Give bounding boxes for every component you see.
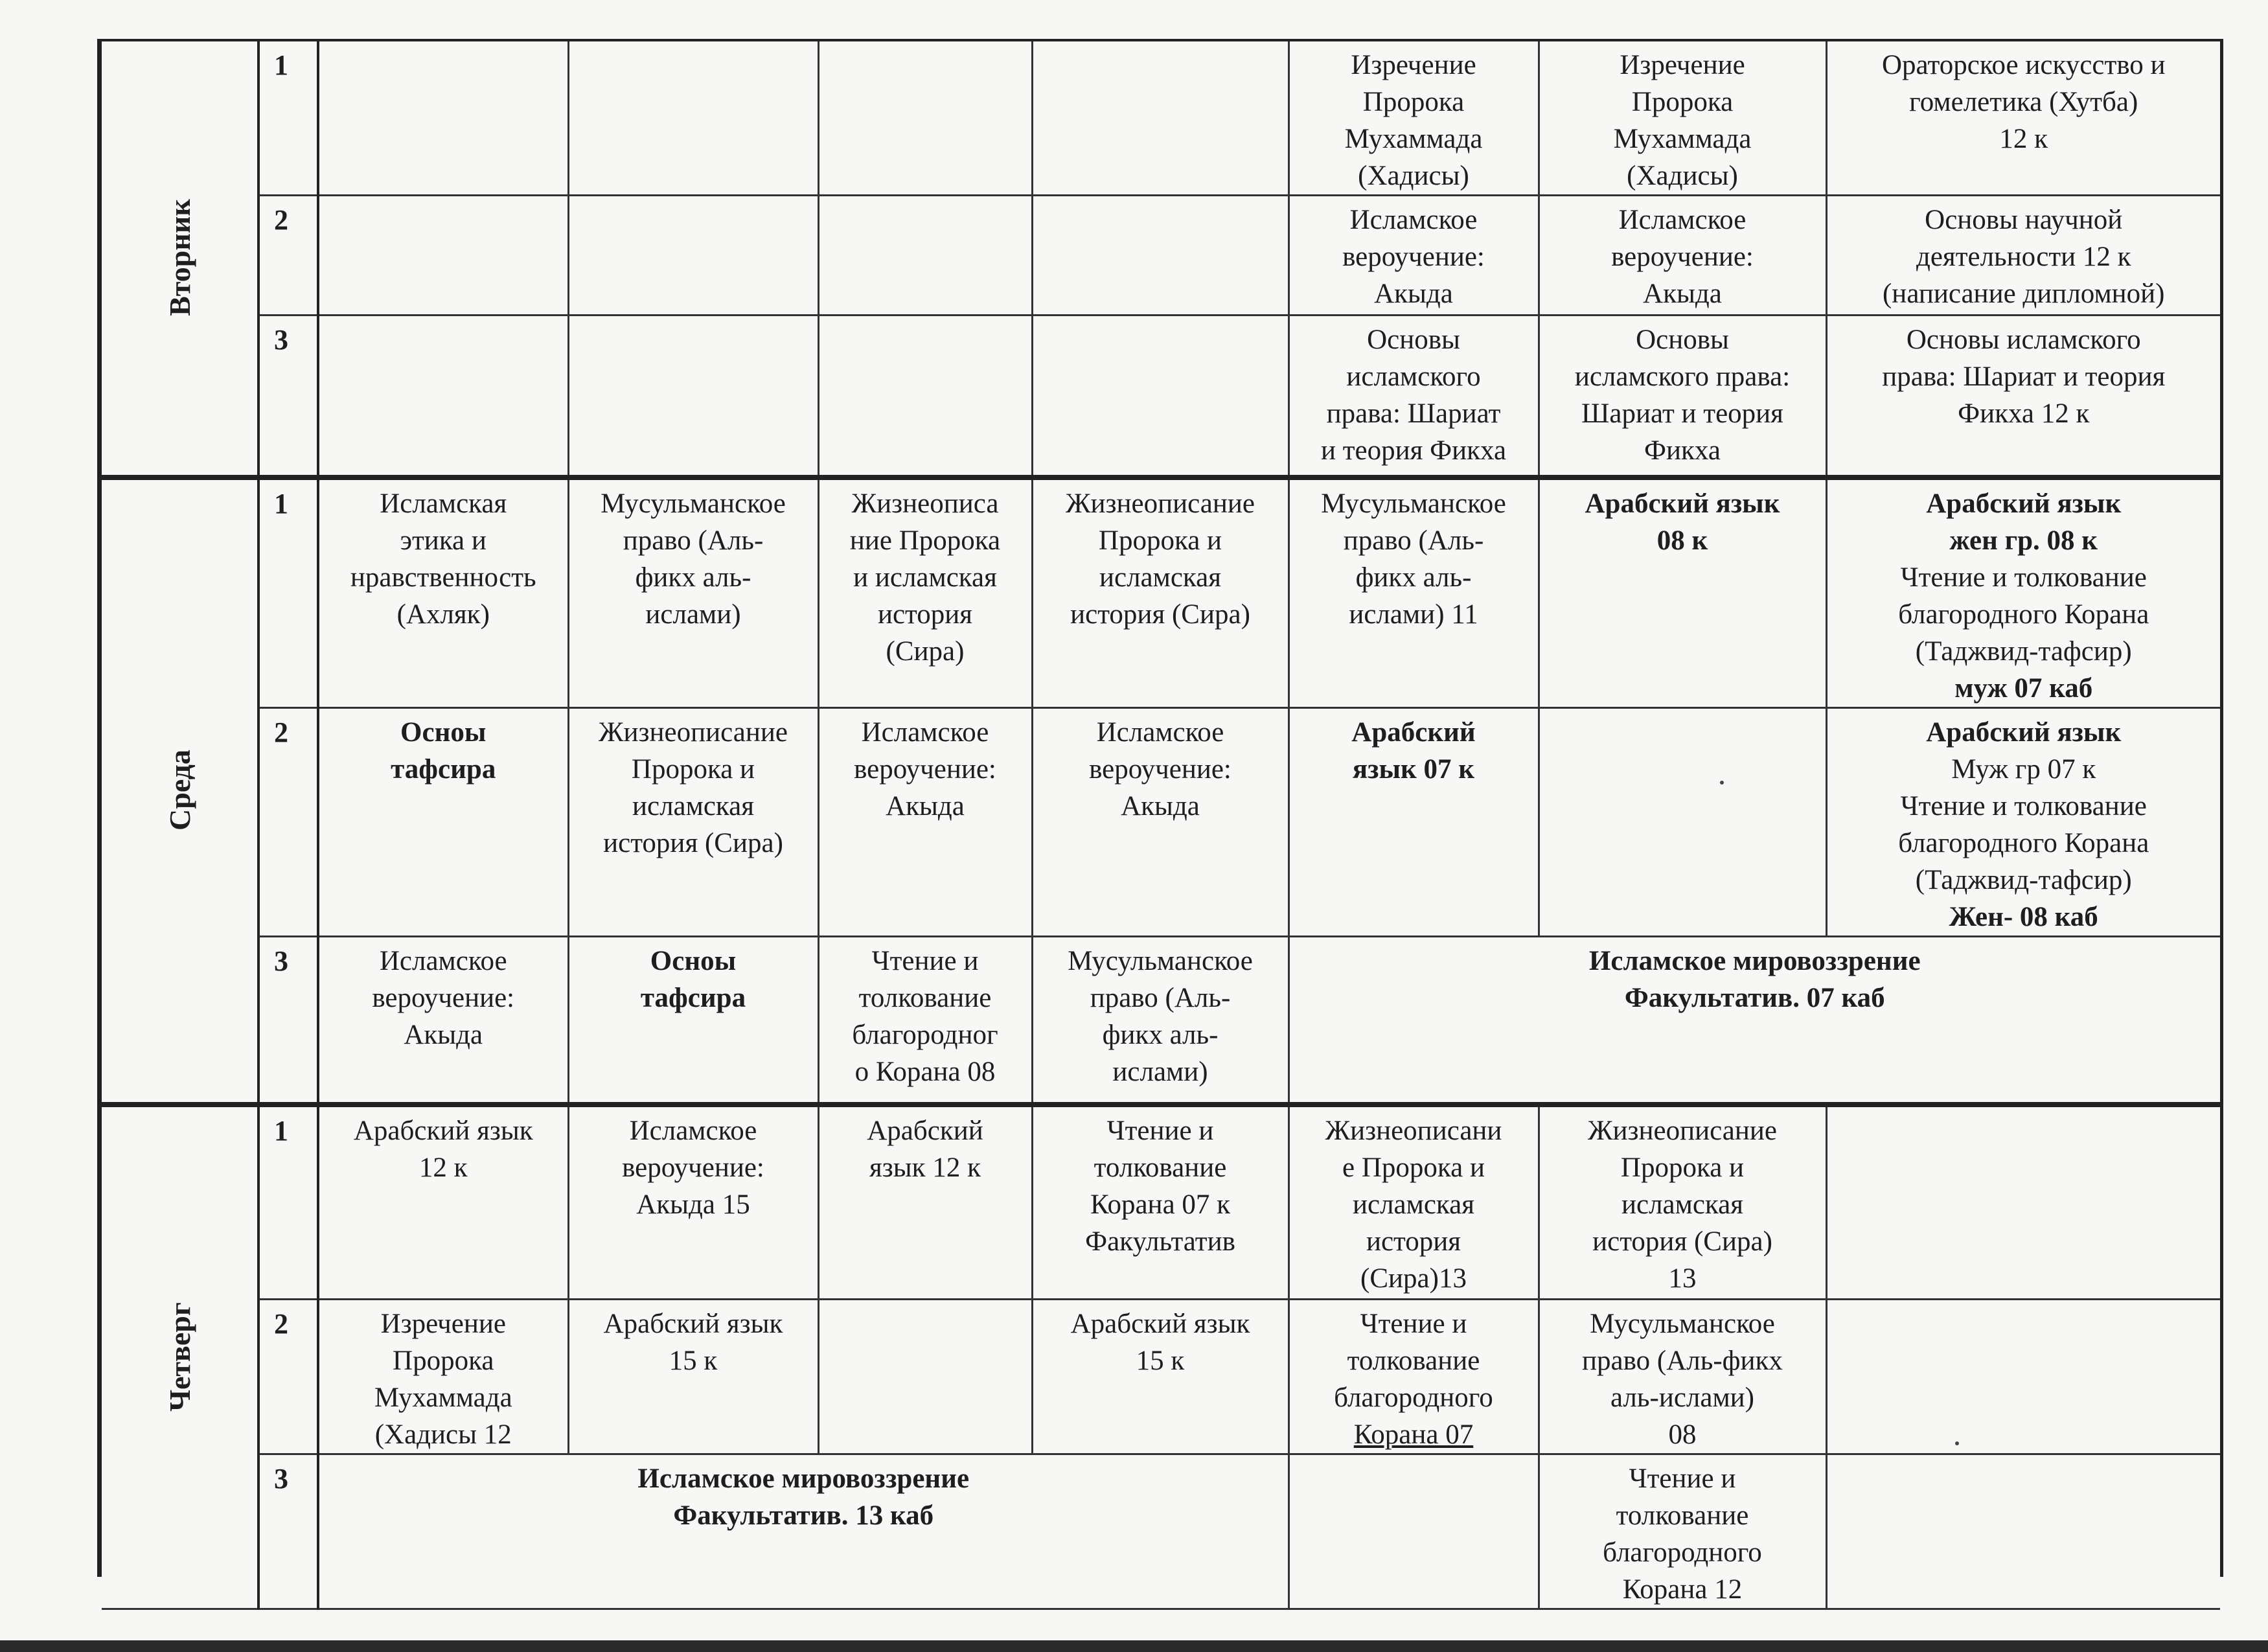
lesson-text: история (Сира) [1592, 1226, 1772, 1257]
lesson-text: Исламское [1618, 205, 1747, 235]
lesson-text: толкование [1094, 1153, 1227, 1183]
lesson-cell [818, 707, 1032, 936]
lesson-cell [1539, 477, 1826, 708]
lesson-cell [1826, 315, 2220, 477]
lesson-cell [818, 936, 1032, 1105]
lesson-number: 3 [258, 1454, 318, 1609]
lesson-text: исламская [632, 790, 755, 821]
lesson-cell [1289, 41, 1539, 196]
lesson-text: (Хадисы 12 [374, 1419, 512, 1450]
lesson-text: 12 к [1999, 124, 2048, 154]
lesson-text: Исламское [379, 945, 507, 976]
lesson-cell [318, 477, 568, 708]
lesson-text: (Таджвид-тафсир) [1915, 636, 2132, 667]
schedule-row [102, 196, 2220, 315]
lesson-text: Исламское [861, 717, 989, 748]
lesson-text: Пророка и [1098, 525, 1222, 556]
lesson-cell [568, 707, 818, 936]
lesson-text: Арабский [1351, 717, 1476, 748]
lesson-cell [568, 1299, 818, 1454]
lesson-text: ние Пророка [849, 525, 1001, 556]
lesson-cell [818, 41, 1032, 196]
lesson-text: Основы [1367, 325, 1460, 355]
lesson-text: (написание дипломной) [1882, 279, 2165, 309]
lesson-cell [568, 477, 818, 708]
day-cell [102, 1105, 258, 1609]
lesson-cell [1289, 477, 1539, 708]
lesson-text: история (Сира) [603, 827, 783, 858]
lesson-cell [1289, 1105, 1539, 1299]
lesson-cell [318, 315, 568, 477]
lesson-cell [818, 1299, 1032, 1454]
lesson-text: Мусульманское [1068, 945, 1253, 976]
lesson-text: Корана 07 [1353, 1419, 1474, 1450]
lesson-text: ислами) [1112, 1056, 1208, 1087]
lesson-text: благородного Корана [1898, 827, 2149, 858]
lesson-text: Мусульманское [1321, 488, 1506, 519]
lesson-text: право (Аль- [623, 525, 764, 556]
lesson-cell [1826, 707, 2220, 936]
lesson-text: язык 12 к [869, 1153, 981, 1183]
lesson-text: благородного Корана [1898, 599, 2149, 630]
lesson-cell [1539, 1105, 1826, 1299]
lesson-text: Мусульманское [601, 488, 786, 519]
lesson-text: права: Шариат [1326, 398, 1501, 429]
schedule-row [102, 477, 2220, 708]
lesson-text: тафсира [640, 982, 746, 1013]
lesson-text: Жизнеописание [599, 717, 788, 748]
lesson-cell [568, 936, 818, 1105]
lesson-text: этика и [400, 525, 487, 556]
lesson-cell [1826, 196, 2220, 315]
lesson-text: (Сира)13 [1360, 1263, 1467, 1294]
lesson-text: Чтение и толкование [1900, 562, 2147, 593]
lesson-cell [568, 1105, 818, 1299]
lesson-text: Пророка [1362, 87, 1465, 117]
lesson-text: право (Аль- [1343, 525, 1484, 556]
lesson-number: 2 [258, 196, 318, 315]
lesson-text: язык 07 к [1352, 753, 1475, 785]
lesson-text: Арабский язык [603, 1308, 783, 1339]
lesson-text: Акыда [886, 790, 965, 821]
lesson-text: е Пророка и [1342, 1153, 1485, 1183]
lesson-text: право (Аль-фикх [1582, 1345, 1783, 1376]
lesson-text: и исламская [853, 562, 997, 593]
lesson-text: Арабский язык [353, 1116, 533, 1146]
lesson-cell [1539, 41, 1826, 196]
lesson-text: нравственность [350, 562, 536, 593]
lesson-text: Осноы [400, 717, 487, 748]
lesson-text: (Таджвид-тафсир) [1915, 864, 2132, 895]
lesson-cell [1289, 1454, 1539, 1609]
lesson-cell [318, 41, 568, 196]
lesson-text: 15 к [669, 1345, 718, 1376]
lesson-text: Жизнеописа [851, 488, 999, 519]
lesson-text: Исламское [629, 1116, 757, 1146]
lesson-text: Основы научной [1925, 205, 2123, 235]
lesson-cell [1826, 1105, 2220, 1299]
lesson-text: Пророка [393, 1345, 494, 1376]
lesson-text: Арабский [867, 1116, 983, 1146]
lesson-text: фикх аль- [1102, 1019, 1219, 1050]
lesson-cell [1826, 1454, 2220, 1609]
lesson-text: вероучение: [1342, 242, 1485, 272]
schedule-row [102, 707, 2220, 936]
lesson-text: 08 [1668, 1419, 1697, 1450]
lesson-text: исламского права: [1574, 361, 1791, 392]
lesson-cell [318, 1105, 568, 1299]
lesson-cell [1826, 477, 2220, 708]
lesson-text: благородног [852, 1019, 998, 1050]
lesson-number: 3 [258, 936, 318, 1105]
lesson-text: фикх аль- [1355, 562, 1472, 593]
lesson-number: 1 [258, 41, 318, 196]
lesson-text: Мухаммада [1613, 124, 1752, 154]
schedule-row [102, 1105, 2220, 1299]
schedule-row [102, 1454, 2220, 1609]
lesson-text: ислами) [645, 599, 741, 630]
lesson-text: жен гр. 08 к [1949, 525, 2098, 556]
lesson-cell [1032, 41, 1289, 196]
lesson-text: Исламское мировоззрение [1588, 945, 1921, 976]
lesson-text: Чтение и [871, 945, 979, 976]
lesson-text: Исламское мировоззрение [637, 1463, 970, 1494]
lesson-text: Исламская [380, 488, 507, 519]
lesson-cell [1539, 1299, 1826, 1454]
lesson-text: толкование [1347, 1345, 1480, 1376]
lesson-number: 2 [258, 1299, 318, 1454]
lesson-text: гомелетика (Хутба) [1909, 87, 2138, 117]
lesson-text: Шариат и теория [1581, 398, 1783, 429]
lesson-text: Жизнеописание [1066, 488, 1255, 519]
lesson-text: история [877, 599, 973, 630]
lesson-text: Факультатив [1085, 1226, 1235, 1257]
lesson-text: и теория Фикха [1320, 435, 1507, 466]
scan-speck [1720, 781, 1724, 785]
lesson-cell [1032, 707, 1289, 936]
lesson-text: Мухаммада [374, 1382, 512, 1413]
lesson-text: толкование [858, 982, 992, 1013]
lesson-text: вероучение: [372, 982, 515, 1013]
lesson-text: Жизнеописани [1325, 1116, 1502, 1146]
day-cell [102, 41, 258, 477]
lesson-number: 2 [258, 707, 318, 936]
lesson-text: Чтение и толкование [1900, 790, 2147, 821]
lesson-text: деятельности 12 к [1916, 242, 2131, 272]
lesson-text: Арабский язык [1070, 1308, 1250, 1339]
lesson-text: вероучение: [1089, 753, 1231, 785]
lesson-text: Акыда [1121, 790, 1200, 821]
lesson-text: ислами) 11 [1349, 599, 1478, 630]
lesson-cell [1289, 315, 1539, 477]
lesson-text: исламская [1352, 1189, 1475, 1220]
lesson-text: исламского [1346, 361, 1481, 392]
schedule-sheet [97, 39, 2223, 1605]
lesson-cell [1826, 41, 2220, 196]
lesson-text: Акыда 15 [636, 1189, 750, 1220]
lesson-text: Исламское [1349, 205, 1478, 235]
lesson-text: (Ахляк) [396, 599, 490, 630]
lesson-text: Корана 12 [1622, 1574, 1743, 1605]
schedule-row [102, 315, 2220, 477]
lesson-cell [818, 196, 1032, 315]
lesson-text: Акыда [1374, 279, 1453, 309]
lesson-number: 3 [258, 315, 318, 477]
lesson-cell [318, 1454, 1289, 1609]
lesson-text: вероучение: [622, 1153, 764, 1183]
lesson-text: Пророка и [631, 753, 755, 785]
lesson-cell [1539, 196, 1826, 315]
lesson-cell [1032, 315, 1289, 477]
lesson-text: Корана 07 к [1090, 1189, 1231, 1220]
lesson-cell [568, 315, 818, 477]
lesson-text: право (Аль- [1090, 982, 1231, 1013]
lesson-text: Фикха [1644, 435, 1721, 466]
lesson-text: Чтение и [1629, 1463, 1736, 1494]
day-cell [102, 477, 258, 1105]
lesson-text: аль-ислами) [1610, 1382, 1755, 1413]
lesson-text: Осноы [650, 945, 737, 976]
lesson-text: 13 [1668, 1263, 1697, 1294]
lesson-text: Акыда [1643, 279, 1722, 309]
lesson-text: Исламское [1096, 717, 1224, 748]
lesson-cell [1289, 707, 1539, 936]
schedule-row [102, 936, 2220, 1105]
lesson-text: история [1366, 1226, 1461, 1257]
lesson-text: Пророка и [1620, 1153, 1745, 1183]
lesson-text: Арабский язык [1585, 488, 1780, 519]
lesson-cell [1289, 196, 1539, 315]
lesson-cell [1032, 1299, 1289, 1454]
lesson-text: Жен- 08 каб [1949, 901, 2098, 932]
lesson-cell [818, 477, 1032, 708]
scan-edge-bar [0, 1640, 2268, 1652]
lesson-text: Фикха 12 к [1958, 398, 2090, 429]
lesson-cell [1289, 936, 2220, 1105]
lesson-text: права: Шариат и теория [1882, 361, 2166, 392]
scan-speck [1955, 1441, 1959, 1445]
lesson-cell [1032, 936, 1289, 1105]
day-label: Среда [163, 750, 196, 831]
lesson-cell [318, 707, 568, 936]
lesson-text: 08 к [1656, 525, 1708, 556]
lesson-text: (Сира) [886, 636, 965, 667]
lesson-text: Основы исламского [1906, 325, 2141, 355]
lesson-text: Основы [1636, 325, 1729, 355]
lesson-text: Чтение и [1360, 1308, 1467, 1339]
lesson-text: Арабский язык [1926, 717, 2122, 748]
lesson-text: исламская [1621, 1189, 1744, 1220]
lesson-text: Чтение и [1106, 1116, 1214, 1146]
schedule-row [102, 41, 2220, 196]
lesson-cell [1539, 1454, 1826, 1609]
lesson-cell [318, 1299, 568, 1454]
lesson-text: вероучение: [1611, 242, 1754, 272]
day-label: Вторник [163, 198, 196, 316]
lesson-text: тафсира [391, 753, 496, 785]
lesson-number: 1 [258, 477, 318, 708]
lesson-text: 12 к [418, 1153, 468, 1183]
lesson-text: Жизнеописание [1588, 1116, 1777, 1146]
lesson-cell [1539, 707, 1826, 936]
lesson-text: Мухаммада [1344, 124, 1483, 154]
lesson-text: вероучение: [854, 753, 996, 785]
lesson-text: фикх аль- [635, 562, 751, 593]
lesson-text: Пророка [1631, 87, 1734, 117]
schedule-row [102, 1299, 2220, 1454]
lesson-text: (Хадисы) [1358, 161, 1469, 191]
lesson-cell [1032, 477, 1289, 708]
lesson-cell [1826, 1299, 2220, 1454]
lesson-text: Ораторское искусство и [1881, 50, 2166, 80]
lesson-cell [568, 41, 818, 196]
day-label: Четверг [163, 1302, 196, 1412]
lesson-text: Факультатив. 13 каб [673, 1500, 934, 1531]
lesson-cell [818, 1105, 1032, 1299]
lesson-text: Мусульманское [1590, 1308, 1775, 1339]
lesson-text: Изречение [1351, 50, 1476, 80]
lesson-cell [1289, 1299, 1539, 1454]
lesson-text: благородного [1334, 1382, 1493, 1413]
lesson-text: Муж гр 07 к [1951, 753, 2096, 785]
lesson-cell [318, 936, 568, 1105]
lesson-text: (Хадисы) [1627, 161, 1738, 191]
lesson-cell [1539, 315, 1826, 477]
lesson-text: Факультатив. 07 каб [1624, 982, 1885, 1013]
lesson-text: 15 к [1136, 1345, 1185, 1376]
lesson-cell [318, 196, 568, 315]
lesson-text: история (Сира) [1070, 599, 1250, 630]
schedule-table [102, 41, 2220, 1610]
lesson-text: Акыда [404, 1019, 483, 1050]
lesson-text: благородного [1603, 1537, 1762, 1568]
lesson-cell [1032, 1105, 1289, 1299]
lesson-text: о Корана 08 [854, 1056, 996, 1087]
lesson-text: Изречение [380, 1308, 506, 1339]
lesson-text: толкование [1616, 1500, 1749, 1531]
lesson-cell [568, 196, 818, 315]
lesson-cell [1032, 196, 1289, 315]
lesson-number: 1 [258, 1105, 318, 1299]
lesson-cell [818, 315, 1032, 477]
lesson-text: муж 07 каб [1954, 672, 2093, 704]
lesson-text: Арабский язык [1926, 488, 2122, 519]
lesson-text: исламская [1099, 562, 1222, 593]
lesson-text: Изречение [1620, 50, 1745, 80]
